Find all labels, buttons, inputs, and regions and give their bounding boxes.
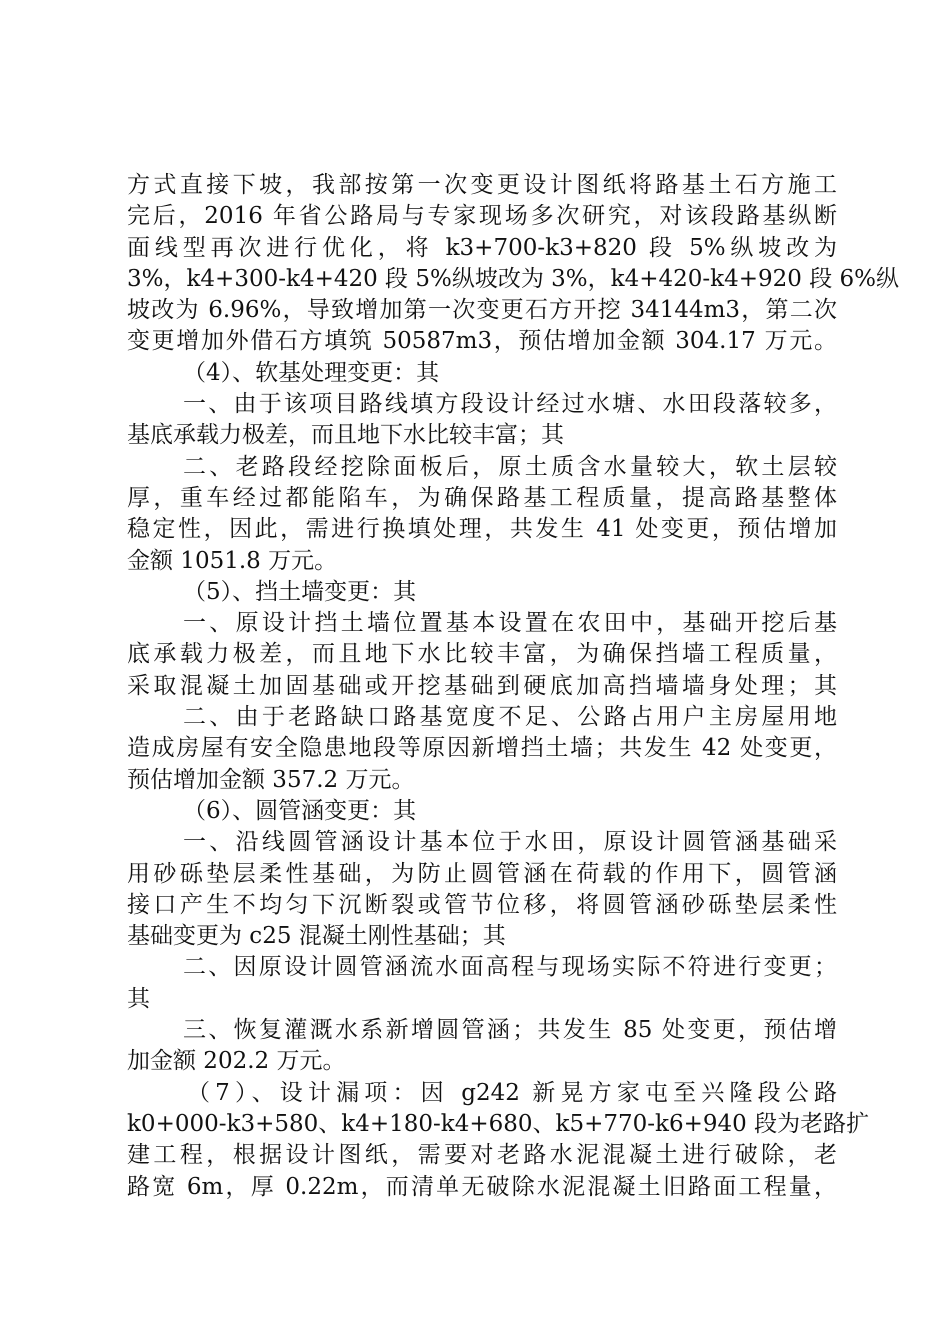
text-line: 基础变更为 c25 混凝土刚性基础；其 (127, 923, 506, 950)
text-line: 基底承载力极差，而且地下水比较丰富；其 (127, 422, 564, 449)
text-line: k0+000-k3+580、k4+180-k4+680、k5+770-k6+940 段为老路扩 (127, 1110, 870, 1137)
text-line: 建工程，根据设计图纸，需要对老路水泥混凝土进行破除，老 (127, 1142, 837, 1169)
text-line: 3%，k4+300-k4+420 段 5%纵坡改为 3%，k4+420-k4+920 段 6%纵 (127, 265, 900, 292)
text-line: 其 (127, 985, 150, 1012)
section-heading: （4）、软基处理变更：其 (183, 359, 440, 386)
text-line: 厚，重车经过都能陷车，为确保路基工程质量，提高路基整体 (127, 484, 837, 511)
text-line: 二、由于老路缺口路基宽度不足、公路占用户主房屋用地 (183, 704, 837, 731)
text-line: 采取混凝土加固基础或开挖基础到硬底加高挡墙墙身处理；其 (127, 672, 837, 699)
text-line: 方式直接下坡，我部按第一次变更设计图纸将路基土石方施工 (127, 172, 837, 198)
text-line: 用砂砾垫层柔性基础，为防止圆管涵在荷载的作用下，圆管涵 (127, 860, 837, 887)
body-text (127, 170, 900, 1203)
text-line: 加金额 202.2 万元。 (127, 1048, 346, 1075)
text-line: 造成房屋有安全隐患地段等原因新增挡土墙；共发生 42 处变更， (127, 735, 837, 762)
text-line: 三、恢复灌溉水系新增圆管涵；共发生 85 处变更，预估增 (183, 1017, 837, 1044)
section-heading: （7）、设计漏项：因 g242 新晃方家屯至兴隆段公路 (187, 1079, 837, 1106)
text-line: 金额 1051.8 万元。 (127, 547, 338, 574)
text-line: 一、由于该项目路线填方段设计经过水塘、水田段落较多， (183, 391, 837, 418)
text-line: 接口产生不均匀下沉断裂或管节位移，将圆管涵砂砾垫层柔性 (127, 891, 837, 918)
text-line: 预估增加金额 357.2 万元。 (127, 766, 415, 793)
text-line: 完后，2016 年省公路局与专家现场多次研究，对该段路基纵断 (127, 203, 837, 230)
text-line: 一、沿线圆管涵设计基本位于水田，原设计圆管涵基础采 (183, 829, 837, 856)
text-line: 底承载力极差，而且地下水比较丰富，为确保挡墙工程质量， (127, 641, 837, 668)
text-line: 稳定性，因此，需进行换填处理，共发生 41 处变更，预估增加 (127, 516, 837, 543)
section-heading: （5）、挡土墙变更：其 (183, 578, 417, 605)
text-line: 变更增加外借石方填筑 50587m3，预估增加金额 304.17 万元。 (127, 328, 837, 355)
text-line: 路宽 6m，厚 0.22m，而清单无破除水泥混凝土旧路面工程量， (127, 1173, 837, 1200)
text-line: 坡改为 6.96%，导致增加第一次变更石方开挖 34144m3，第二次 (127, 297, 837, 324)
section-heading: （6）、圆管涵变更：其 (183, 797, 417, 824)
text-line: 面线型再次进行优化，将 k3+700-k3+820 段 5%纵坡改为 (127, 234, 837, 261)
text-line: 二、因原设计圆管涵流水面高程与现场实际不符进行变更； (183, 954, 837, 981)
text-line: 一、原设计挡土墙位置基本设置在农田中，基础开挖后基 (183, 610, 837, 637)
text-line: 二、老路段经挖除面板后，原土质含水量较大，软土层较 (183, 453, 837, 480)
